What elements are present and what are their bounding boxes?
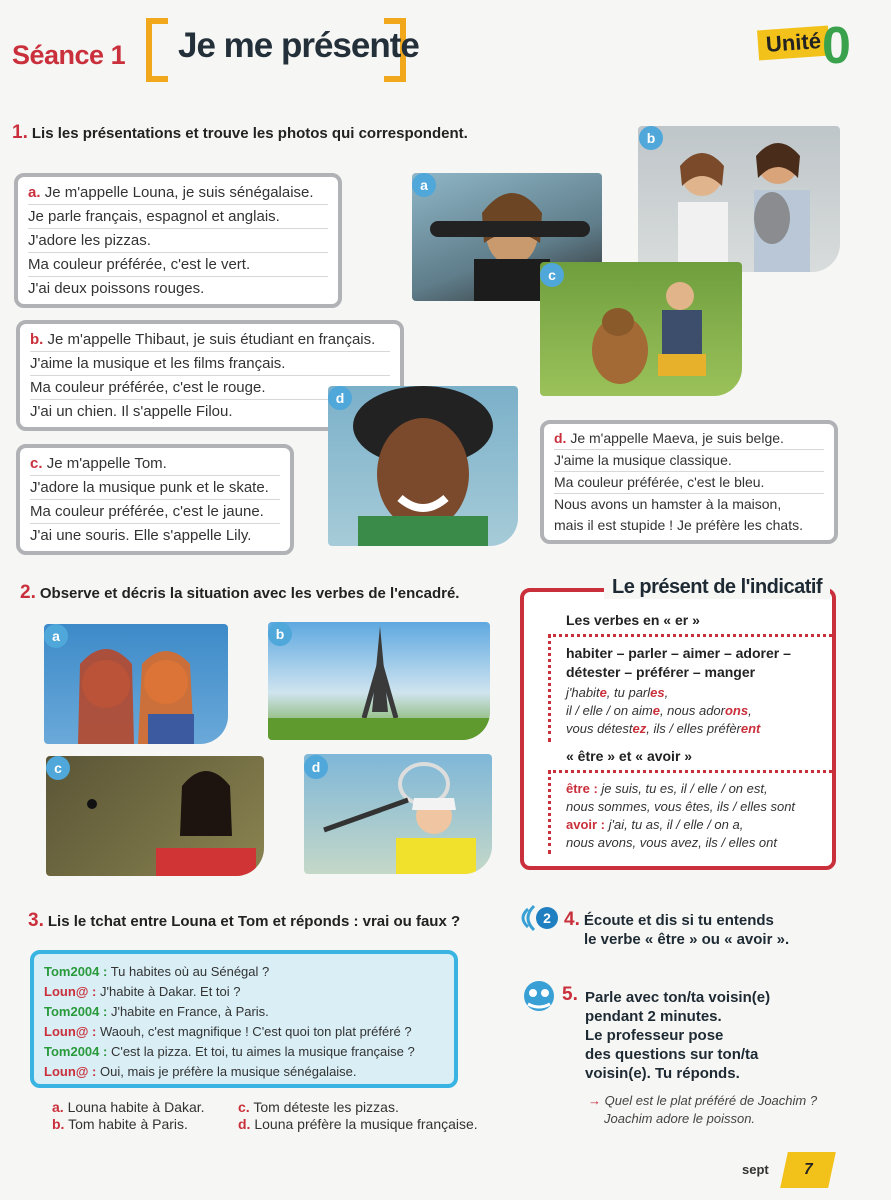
photo-badge: c xyxy=(46,756,70,780)
card-text: Je m'appelle Louna, je suis sénégalaise. xyxy=(44,184,314,201)
example-text: Quel est le plat préféré de Joachim ? xyxy=(604,1093,818,1108)
grammar-subtitle-er: Les verbes en « er » xyxy=(566,612,700,628)
er-conjugation xyxy=(566,684,828,738)
chat-message xyxy=(44,982,444,1002)
conj-part: je suis, tu es, il / elle / on est, xyxy=(597,781,768,796)
conj-part: , ils / elles préfèr xyxy=(646,721,741,736)
statement-text: Tom habite à Paris. xyxy=(68,1116,188,1132)
page-number-word: sept xyxy=(742,1162,769,1177)
er-verbs-list: habiter – parler – aimer – adorer – détester – préférer – manger xyxy=(566,645,791,680)
photo-badge: d xyxy=(304,755,328,779)
audio-track-badge[interactable]: 2 xyxy=(536,907,558,929)
ex5-line: Parle avec ton/ta voisin(e) xyxy=(585,989,771,1006)
card-line: Ma couleur préférée, c'est le jaune. xyxy=(30,500,280,524)
conj-line xyxy=(566,780,832,798)
conj-line xyxy=(566,684,828,702)
boy-dog-illustration xyxy=(540,262,742,396)
statement-letter: b. xyxy=(52,1116,65,1132)
photo-badge: a xyxy=(412,173,436,197)
ex5-line: pendant 2 minutes. xyxy=(585,1008,722,1025)
card-line: J'aime la musique et les films français. xyxy=(30,352,390,376)
statement-letter: d. xyxy=(238,1116,251,1132)
eiffel-illustration xyxy=(268,622,490,740)
conj-part: vous détest xyxy=(566,721,633,736)
chat-box xyxy=(30,950,458,1088)
card-line xyxy=(30,328,390,352)
page-title: Je me présente xyxy=(178,26,419,65)
seance-label: Séance 1 xyxy=(12,40,126,70)
conj-ending: ent xyxy=(740,721,761,736)
statement-letter: c. xyxy=(238,1099,250,1115)
instruction-text: Lis le tchat entre Louna et Tom et réponds : vrai ou faux ? xyxy=(47,913,461,930)
card-line: Je parle français, espagnol et anglais. xyxy=(28,205,328,229)
exercise-number: 3. xyxy=(28,910,44,931)
photo-girls-whispering xyxy=(44,624,228,744)
statement-c xyxy=(238,1099,399,1115)
statement-text: Louna préfère la musique française. xyxy=(254,1116,478,1132)
statement-letter: a. xyxy=(52,1099,64,1115)
card-letter: c. xyxy=(30,455,43,472)
photo-smiling-girl xyxy=(328,386,518,546)
chat-text: J'habite en France, à Paris. xyxy=(107,1004,269,1019)
chat-message xyxy=(44,1022,444,1042)
chat-message xyxy=(44,1002,444,1022)
conj-line xyxy=(566,720,828,738)
exercise-number: 2. xyxy=(20,582,36,603)
photo-tennis-girl xyxy=(304,754,492,874)
chat-nick: Tom2004 : xyxy=(44,964,108,979)
conj-ending: ez xyxy=(632,721,647,736)
chat-message xyxy=(44,1062,444,1082)
card-line: Ma couleur préférée, c'est le vert. xyxy=(28,253,328,277)
photo-girls-with-cat xyxy=(638,126,840,272)
statement-text: Louna habite à Dakar. xyxy=(67,1099,205,1115)
card-text: Je m'appelle Thibaut, je suis étudiant en français. xyxy=(47,331,376,348)
card-letter: a. xyxy=(28,184,41,201)
instruction-text: Lis les présentations et trouve les photos qui correspondent. xyxy=(31,125,468,142)
exercise-4-text xyxy=(564,910,789,949)
conj-part: , tu parl xyxy=(606,685,651,700)
example-line xyxy=(588,1092,817,1110)
photo-badge: d xyxy=(328,386,352,410)
card-line xyxy=(554,428,824,450)
chat-text: Oui, mais je préfère la musique sénégalaise. xyxy=(96,1064,357,1079)
card-line: Nous avons un hamster à la maison, xyxy=(554,496,782,512)
exercise-number: 4. xyxy=(564,909,580,930)
ex5-line: des questions sur ton/ta xyxy=(585,1046,759,1063)
ex5-line: Le professeur pose xyxy=(585,1027,724,1044)
conj-part: j'habit xyxy=(566,685,600,700)
exercise-1-instruction xyxy=(12,122,468,144)
presentation-card-d xyxy=(540,420,838,544)
grammar-subtitle-etre-avoir: « être » et « avoir » xyxy=(566,748,693,764)
card-line: J'adore la musique punk et le skate. xyxy=(30,476,280,500)
tennis-girl-illustration xyxy=(304,754,492,874)
unit-number: 0 xyxy=(822,17,851,75)
card-line xyxy=(28,181,328,205)
chat-nick: Tom2004 : xyxy=(44,1044,108,1059)
statement-text: Tom déteste les pizzas. xyxy=(253,1099,399,1115)
exercise-number: 5. xyxy=(562,984,578,1005)
conj-part: il / elle / on aim xyxy=(566,703,653,718)
card-line: J'adore les pizzas. xyxy=(28,229,328,253)
instruction-text: Observe et décris la situation avec les verbes de l'encadré. xyxy=(39,585,460,602)
card-line: J'aime la musique classique. xyxy=(554,450,824,472)
card-line: J'ai un chien. Il s'appelle Filou. xyxy=(30,403,233,420)
conj-part: , nous ador xyxy=(659,703,725,718)
exercise-number: 1. xyxy=(12,122,28,143)
card-line xyxy=(30,452,280,476)
statement-a xyxy=(52,1099,205,1115)
conj-line xyxy=(566,702,828,720)
girls-whisper-illustration xyxy=(44,624,228,744)
statement-d xyxy=(238,1116,478,1132)
chat-nick: Loun@ : xyxy=(44,984,97,999)
title-bracket-left xyxy=(146,18,168,82)
chat-text: Tu habites où au Sénégal ? xyxy=(107,964,270,979)
conj-line: nous sommes, vous êtes, ils / elles sont xyxy=(566,799,796,814)
card-line: Ma couleur préférée, c'est le rouge. xyxy=(30,376,390,400)
pair-work-icon xyxy=(520,980,558,1012)
avoir-label: avoir : xyxy=(566,817,606,832)
photo-boy-with-dog xyxy=(540,262,742,396)
conj-part: , xyxy=(664,685,669,700)
card-line: Ma couleur préférée, c'est le bleu. xyxy=(554,472,824,494)
chat-message xyxy=(44,962,444,982)
conj-ending: ons xyxy=(724,703,749,718)
smiling-girl-illustration xyxy=(328,386,518,546)
chat-nick: Tom2004 : xyxy=(44,1004,108,1019)
ex5-line: voisin(e). Tu réponds. xyxy=(585,1065,740,1082)
photo-woman-spider xyxy=(46,756,264,876)
chat-text: J'habite à Dakar. Et toi ? xyxy=(96,984,241,999)
unit-label: Unité xyxy=(757,26,830,61)
presentation-card-a xyxy=(14,173,342,308)
conj-part: , xyxy=(748,703,752,718)
presentation-card-c xyxy=(16,444,294,555)
conj-line xyxy=(566,816,832,834)
card-line: J'ai deux poissons rouges. xyxy=(28,280,205,297)
exercise-2-instruction xyxy=(20,582,459,604)
photo-eiffel-tower xyxy=(268,622,490,740)
ex4-line: Écoute et dis si tu entends xyxy=(583,912,774,929)
ex4-line: le verbe « être » ou « avoir ». xyxy=(584,931,790,948)
conj-line: nous avons, vous avez, ils / elles ont xyxy=(566,835,778,850)
ex5-example xyxy=(588,1092,817,1128)
example-line: Joachim adore le poisson. xyxy=(604,1111,756,1126)
exercise-3-instruction xyxy=(28,910,460,932)
photo-badge: b xyxy=(639,126,663,150)
conj-ending: es xyxy=(650,685,665,700)
girls-cat-illustration xyxy=(638,126,840,272)
arrow-right-icon: → xyxy=(588,1093,601,1108)
chat-text: C'est la pizza. Et toi, tu aimes la musique française ? xyxy=(107,1044,415,1059)
etre-label: être : xyxy=(566,781,598,796)
chat-text: Waouh, c'est magnifique ! C'est quoi ton plat préféré ? xyxy=(96,1024,412,1039)
conj-part: j'ai, tu as, il / elle / on a, xyxy=(605,817,744,832)
card-line: J'ai une souris. Elle s'appelle Lily. xyxy=(30,527,252,544)
exercise-5-text xyxy=(585,988,770,1083)
card-text: Je m'appelle Maeva, je suis belge. xyxy=(570,430,784,446)
grammar-box-title: Le présent de l'indicatif xyxy=(604,576,830,599)
woman-spider-illustration xyxy=(46,756,264,876)
card-text: Je m'appelle Tom. xyxy=(46,455,167,472)
etre-avoir-conjugation xyxy=(566,780,832,852)
photo-badge: c xyxy=(540,263,564,287)
chat-message xyxy=(44,1042,444,1062)
chat-nick: Loun@ : xyxy=(44,1024,97,1039)
card-line: mais il est stupide ! Je préfère les chats. xyxy=(554,517,803,533)
photo-badge: b xyxy=(268,622,292,646)
statement-b xyxy=(52,1116,188,1132)
chat-nick: Loun@ : xyxy=(44,1064,97,1079)
page-number: 7 xyxy=(780,1152,836,1188)
conj-ending: e xyxy=(599,685,607,700)
conj-ending: e xyxy=(652,703,660,718)
card-letter: b. xyxy=(30,331,44,348)
card-letter: d. xyxy=(554,430,567,446)
photo-badge: a xyxy=(44,624,68,648)
